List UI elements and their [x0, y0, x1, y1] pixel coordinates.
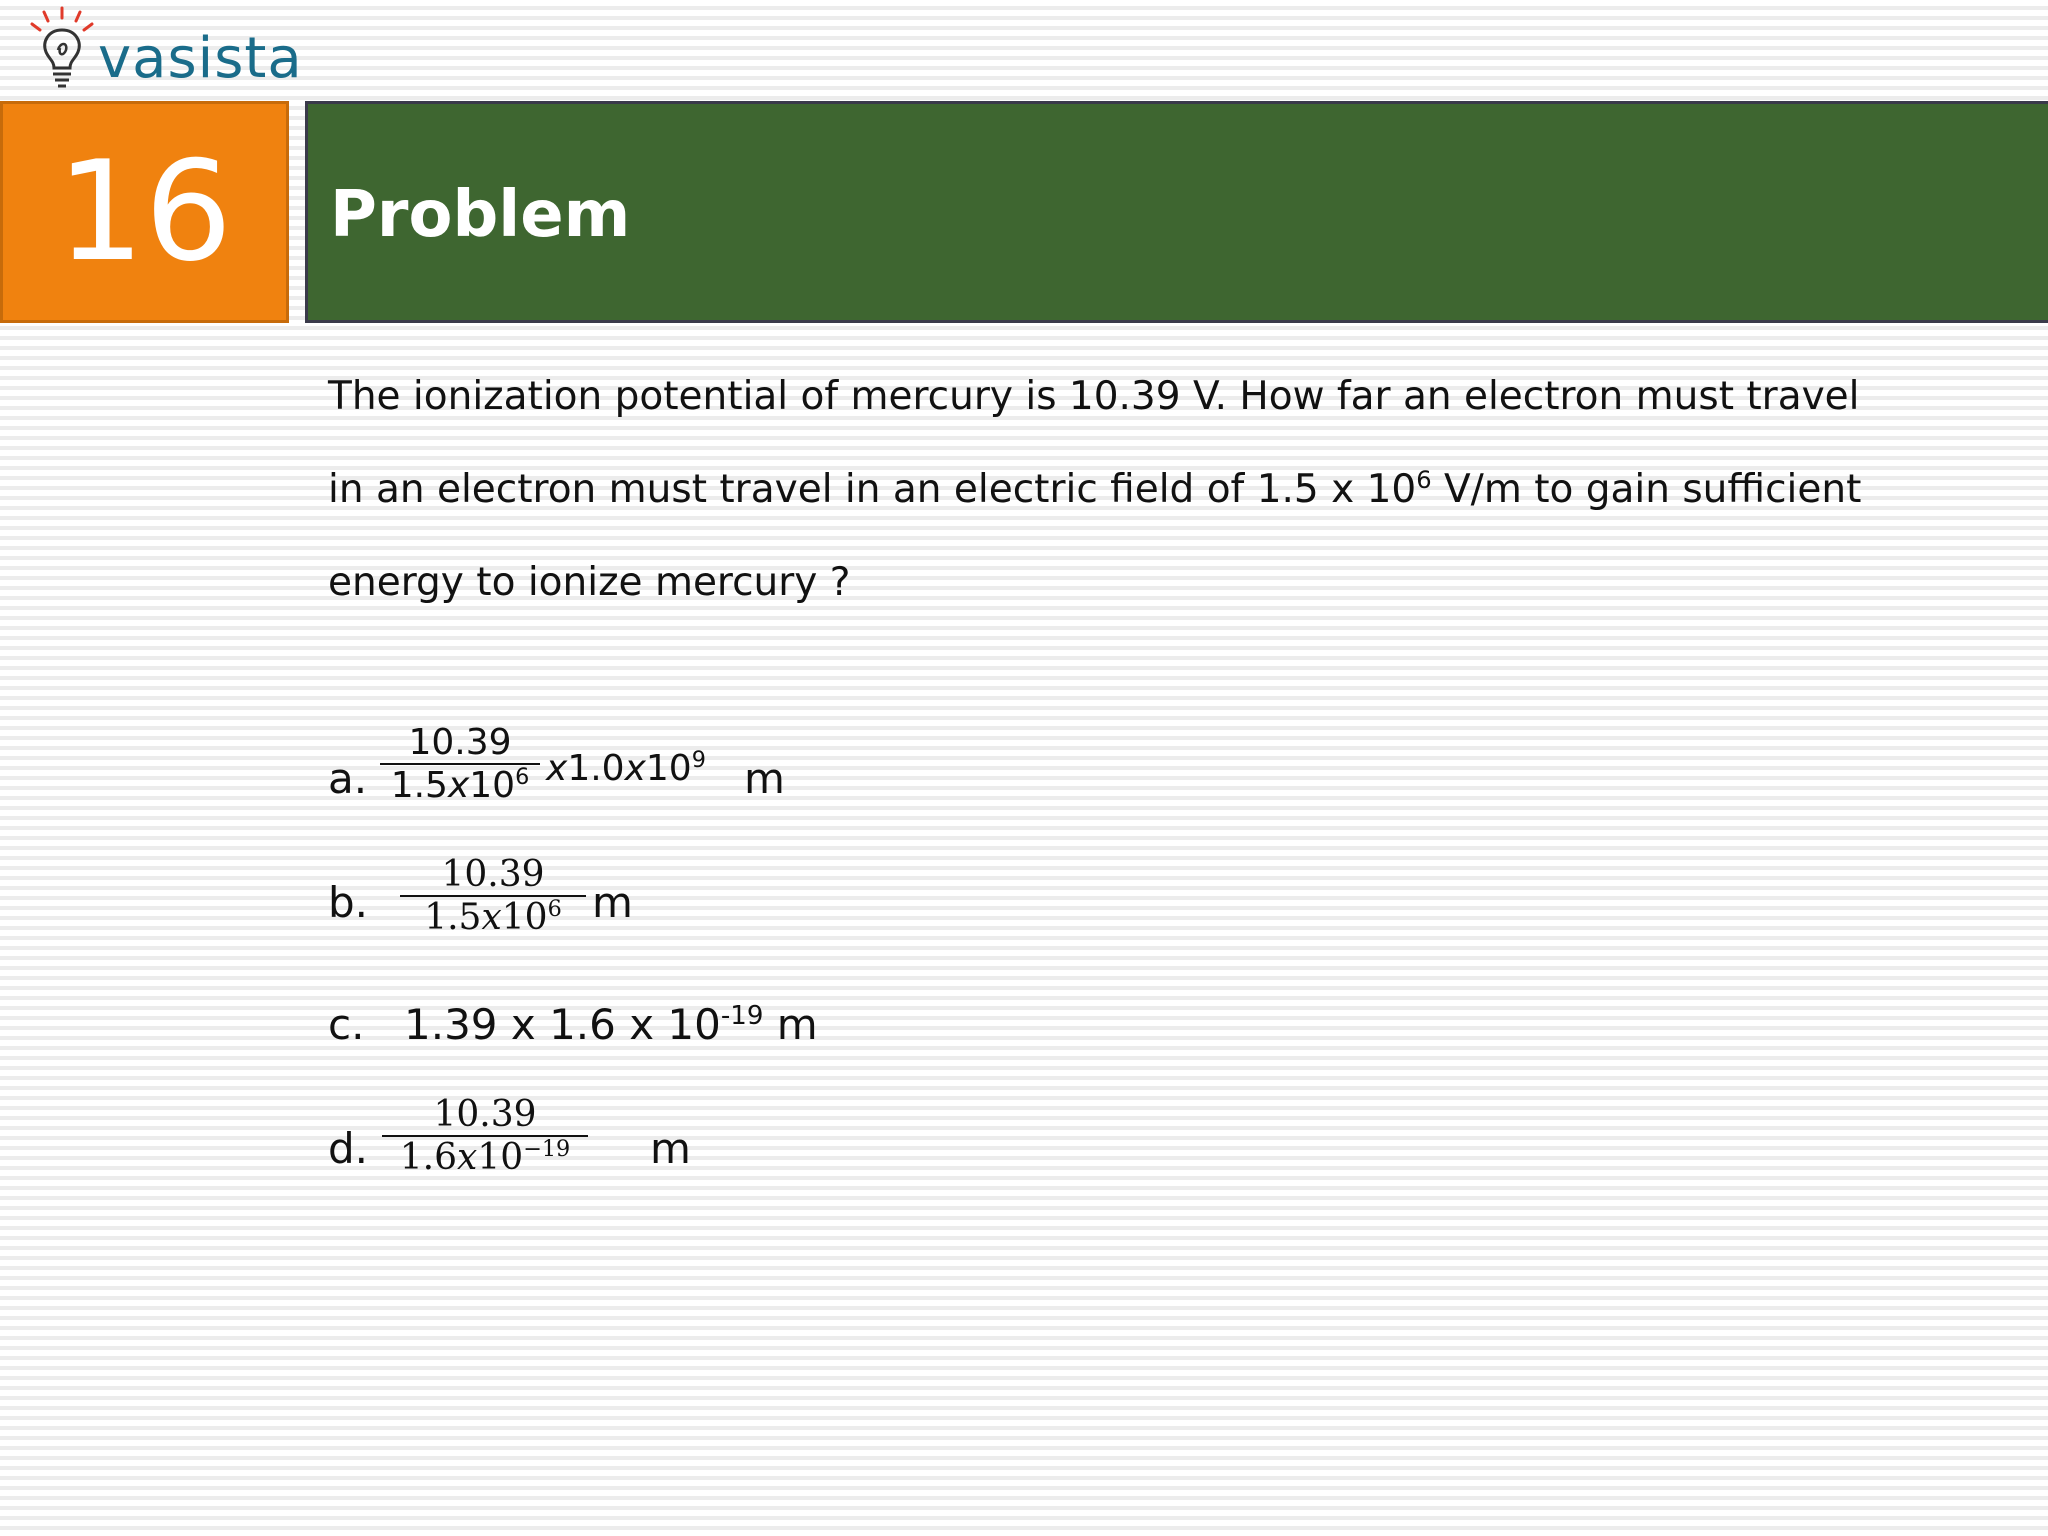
slide-number-box	[0, 101, 289, 323]
option-c-letter: c.	[328, 1000, 365, 1049]
slide-title: Problem	[330, 178, 631, 252]
lightbulb-icon	[20, 4, 100, 96]
option-b-unit: m	[592, 878, 633, 927]
option-d-numerator: 10.39	[433, 1094, 537, 1135]
question-line-2	[328, 443, 2028, 536]
option-b-fraction	[400, 854, 586, 938]
option-a-denominator: $1.5x10^6$	[390, 764, 530, 806]
option-a-numerator: 10.39	[408, 722, 512, 763]
option-d-fraction	[382, 1094, 588, 1178]
title-bar	[305, 101, 2048, 323]
question-text	[328, 350, 2028, 629]
question-line-1: The ionization potential of mercury is 10.39 V. How far an electron must travel	[328, 374, 1860, 419]
option-d-unit: m	[650, 1124, 691, 1173]
vasista-logo	[20, 4, 303, 96]
option-a-unit: m	[744, 754, 785, 803]
question-line-2-start: in an electron must travel in an electric field of 1.5 x 10	[328, 467, 1417, 512]
option-a-multiplier: $x1.0x10^9$	[546, 747, 706, 789]
logo-text: vasista	[98, 26, 303, 91]
question-line-2-end: V/m to gain sufficient	[1431, 467, 1862, 512]
option-c-expression: 1.39 x 1.6 x $10^{-19}$ m	[404, 1000, 818, 1049]
option-b-denominator: $1.5x10^6$	[424, 896, 562, 938]
option-b-numerator: 10.39	[441, 854, 545, 895]
question-exponent: 6	[1416, 466, 1432, 494]
option-a-fraction	[380, 722, 540, 806]
slide-number: 16	[56, 131, 233, 292]
option-b-letter: b.	[328, 878, 369, 927]
option-d-letter: d.	[328, 1124, 369, 1173]
question-line-3: energy to ionize mercury ?	[328, 560, 851, 605]
option-d-denominator: $1.6x10^{-19}$	[399, 1136, 571, 1178]
option-a-letter: a.	[328, 754, 368, 803]
